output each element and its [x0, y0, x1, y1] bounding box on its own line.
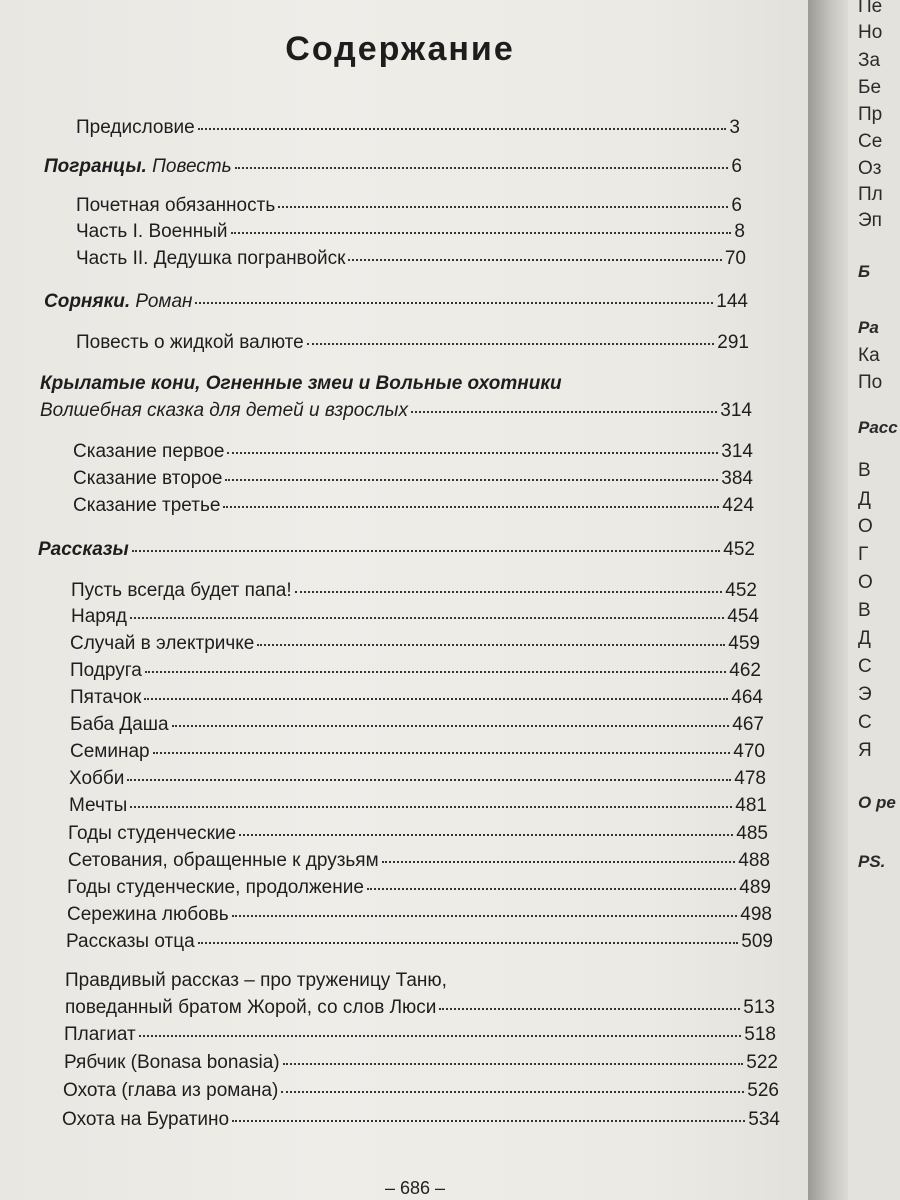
dot-leader — [130, 617, 724, 619]
toc-entry — [70, 715, 764, 734]
toc-entry — [76, 222, 745, 241]
dot-leader — [235, 167, 729, 169]
section-genre: Повесть — [146, 156, 232, 177]
dot-leader — [281, 1091, 744, 1093]
facing-fragment: За — [858, 50, 881, 71]
facing-fragment: Д — [858, 489, 871, 510]
section-subtitle: Волшебная сказка для детей и взрослых — [40, 400, 409, 421]
toc-entry — [76, 196, 742, 215]
section-title: Сорняки. — [44, 291, 131, 312]
toc-entry — [70, 688, 763, 707]
dot-leader — [278, 206, 728, 208]
facing-fragment: Ра — [858, 318, 879, 337]
section-title: Погранцы. — [44, 156, 147, 177]
dot-leader — [198, 128, 727, 130]
facing-fragment: PS. — [858, 852, 886, 871]
dot-leader — [172, 725, 730, 727]
facing-fragment: Я — [858, 740, 872, 761]
dot-leader — [232, 1120, 745, 1122]
facing-fragment: О — [858, 572, 873, 593]
toc-entry — [70, 742, 765, 761]
facing-fragment: Ка — [858, 345, 880, 366]
toc-entry — [64, 1025, 776, 1044]
entry-title: Плагиат — [64, 1024, 136, 1045]
entry-page: 384 — [721, 468, 753, 489]
entry-page: 459 — [728, 633, 760, 654]
section-title: Рассказы — [38, 539, 129, 560]
entry-page: 314 — [721, 441, 753, 462]
entry-title: Пятачок — [70, 687, 142, 708]
entry-page: 467 — [732, 714, 764, 735]
dot-leader — [439, 1008, 740, 1010]
entry-page: 144 — [716, 291, 748, 312]
toc-entry — [64, 1053, 778, 1072]
toc-entry — [65, 998, 775, 1017]
toc-entry — [69, 796, 767, 815]
toc-entry — [70, 634, 760, 653]
entry-title: Сетования, обращенные к друзьям — [68, 850, 379, 871]
entry-title: Подруга — [70, 660, 142, 681]
facing-fragment: Расс — [858, 418, 898, 437]
toc-section — [44, 157, 742, 176]
entry-title: Предисловие — [76, 117, 195, 138]
entry-page: 522 — [746, 1052, 778, 1073]
facing-fragment: Г — [858, 544, 869, 565]
page-number: – 686 – — [384, 1178, 446, 1198]
toc-section — [40, 401, 752, 420]
entry-title: Баба Даша — [70, 714, 169, 735]
facing-fragment: О — [858, 516, 873, 537]
facing-fragment: С — [858, 656, 872, 677]
facing-fragment: Оз — [858, 158, 882, 179]
toc-entry — [68, 824, 768, 843]
entry-page: 478 — [734, 768, 766, 789]
toc-entry — [73, 496, 754, 515]
facing-fragment: По — [858, 372, 883, 393]
dot-leader — [144, 698, 728, 700]
toc-entry — [73, 442, 753, 461]
facing-fragment: Пл — [858, 184, 883, 205]
toc-section — [38, 540, 755, 559]
dot-leader — [132, 550, 721, 552]
toc-entry — [62, 1110, 780, 1129]
dot-leader — [231, 232, 732, 234]
entry-title: Семинар — [70, 741, 150, 762]
entry-title-line1: Правдивый рассказ – про труженицу Таню, — [65, 970, 447, 991]
dot-leader — [232, 915, 738, 917]
toc-entry — [71, 607, 759, 626]
entry-title: Годы студенческие, продолжение — [67, 877, 364, 898]
toc-entry — [66, 932, 773, 951]
entry-title: Часть I. Военный — [76, 221, 228, 242]
entry-title: Охота (глава из романа) — [63, 1080, 279, 1101]
dot-leader — [257, 644, 725, 646]
entry-title: Охота на Буратино — [62, 1109, 230, 1130]
facing-fragment: Пр — [858, 104, 883, 125]
entry-page: 70 — [724, 248, 746, 269]
entry-title: Случай в электричке — [70, 633, 255, 654]
dot-leader — [367, 888, 736, 890]
toc-entry — [73, 469, 753, 488]
dot-leader — [223, 506, 719, 508]
dot-leader — [411, 411, 717, 413]
entry-page: 464 — [731, 687, 763, 708]
entry-title: Сережина любовь — [67, 904, 229, 925]
toc-entry — [76, 333, 749, 352]
facing-fragment: Но — [858, 22, 883, 43]
toc-entry — [67, 878, 771, 897]
dot-leader — [348, 259, 721, 261]
toc-entry — [70, 661, 761, 680]
entry-page: 291 — [717, 332, 749, 353]
facing-fragment: О ре — [858, 793, 896, 812]
dot-leader — [307, 343, 715, 345]
toc-entry — [71, 581, 757, 600]
entry-page: 3 — [729, 117, 740, 138]
facing-fragment: Эп — [858, 210, 882, 231]
facing-page — [848, 0, 900, 1200]
facing-fragment: В — [858, 600, 871, 621]
dot-leader — [127, 779, 731, 781]
entry-title: Пусть всегда будет папа! — [71, 580, 292, 601]
entry-page: 481 — [735, 795, 767, 816]
entry-title: поведанный братом Жорой, со слов Люси — [65, 997, 437, 1018]
section-heading: Крылатые кони, Огненные змеи и Вольные охотники — [40, 373, 562, 394]
dot-leader — [382, 861, 736, 863]
entry-page: 6 — [731, 195, 742, 216]
toc-entry — [69, 769, 766, 788]
entry-title: Сказание первое — [73, 441, 225, 462]
toc-entry — [68, 851, 770, 870]
toc-entry — [63, 1081, 779, 1100]
entry-title: Повесть о жидкой валюте — [76, 332, 304, 353]
facing-fragment: С — [858, 712, 872, 733]
entry-title: Почетная обязанность — [76, 195, 276, 216]
toc-section — [44, 292, 748, 311]
toc-entry — [67, 905, 772, 924]
entry-page: 8 — [734, 221, 745, 242]
dot-leader — [198, 942, 739, 944]
entry-page: 489 — [739, 877, 771, 898]
entry-page: 509 — [741, 931, 773, 952]
entry-title: Сказание второе — [73, 468, 223, 489]
dot-leader — [227, 452, 718, 454]
book-gutter — [808, 0, 848, 1200]
facing-fragment: Се — [858, 131, 883, 152]
dot-leader — [130, 806, 732, 808]
dot-leader — [283, 1063, 744, 1065]
entry-page: 452 — [725, 580, 757, 601]
toc-entry — [76, 249, 746, 268]
toc-entry — [76, 118, 740, 137]
entry-title: Годы студенческие — [68, 823, 237, 844]
entry-page: 314 — [720, 400, 752, 421]
entry-page: 454 — [727, 606, 759, 627]
page-title: Содержание — [285, 30, 515, 68]
dot-leader — [145, 671, 726, 673]
entry-page: 424 — [722, 495, 754, 516]
entry-title: Рябчик (Bonasa bonasia) — [64, 1052, 280, 1073]
dot-leader — [239, 834, 733, 836]
dot-leader — [225, 479, 718, 481]
entry-page: 518 — [744, 1024, 776, 1045]
entry-page: 498 — [740, 904, 772, 925]
facing-fragment: Бе — [858, 77, 882, 98]
entry-title: Часть II. Дедушка погранвойск — [76, 248, 346, 269]
entry-page: 534 — [748, 1109, 780, 1130]
entry-title: Рассказы отца — [66, 931, 195, 952]
section-genre: Роман — [130, 291, 193, 312]
entry-title: Мечты — [69, 795, 128, 816]
facing-fragment: Э — [858, 684, 872, 705]
dot-leader — [195, 302, 713, 304]
entry-page: 6 — [731, 156, 742, 177]
dot-leader — [139, 1035, 742, 1037]
entry-page: 462 — [729, 660, 761, 681]
entry-page: 513 — [743, 997, 775, 1018]
entry-page: 526 — [747, 1080, 779, 1101]
facing-fragment: Б — [858, 262, 871, 281]
entry-page: 470 — [733, 741, 765, 762]
dot-leader — [153, 752, 731, 754]
entry-page: 452 — [723, 539, 755, 560]
facing-fragment: Пе — [858, 0, 883, 17]
entry-title: Сказание третье — [73, 495, 221, 516]
facing-fragment: В — [858, 460, 871, 481]
entry-page: 488 — [738, 850, 770, 871]
facing-fragment: Д — [858, 628, 871, 649]
entry-page: 485 — [736, 823, 768, 844]
entry-title: Хобби — [69, 768, 125, 789]
dot-leader — [295, 591, 723, 593]
entry-title: Наряд — [71, 606, 128, 627]
